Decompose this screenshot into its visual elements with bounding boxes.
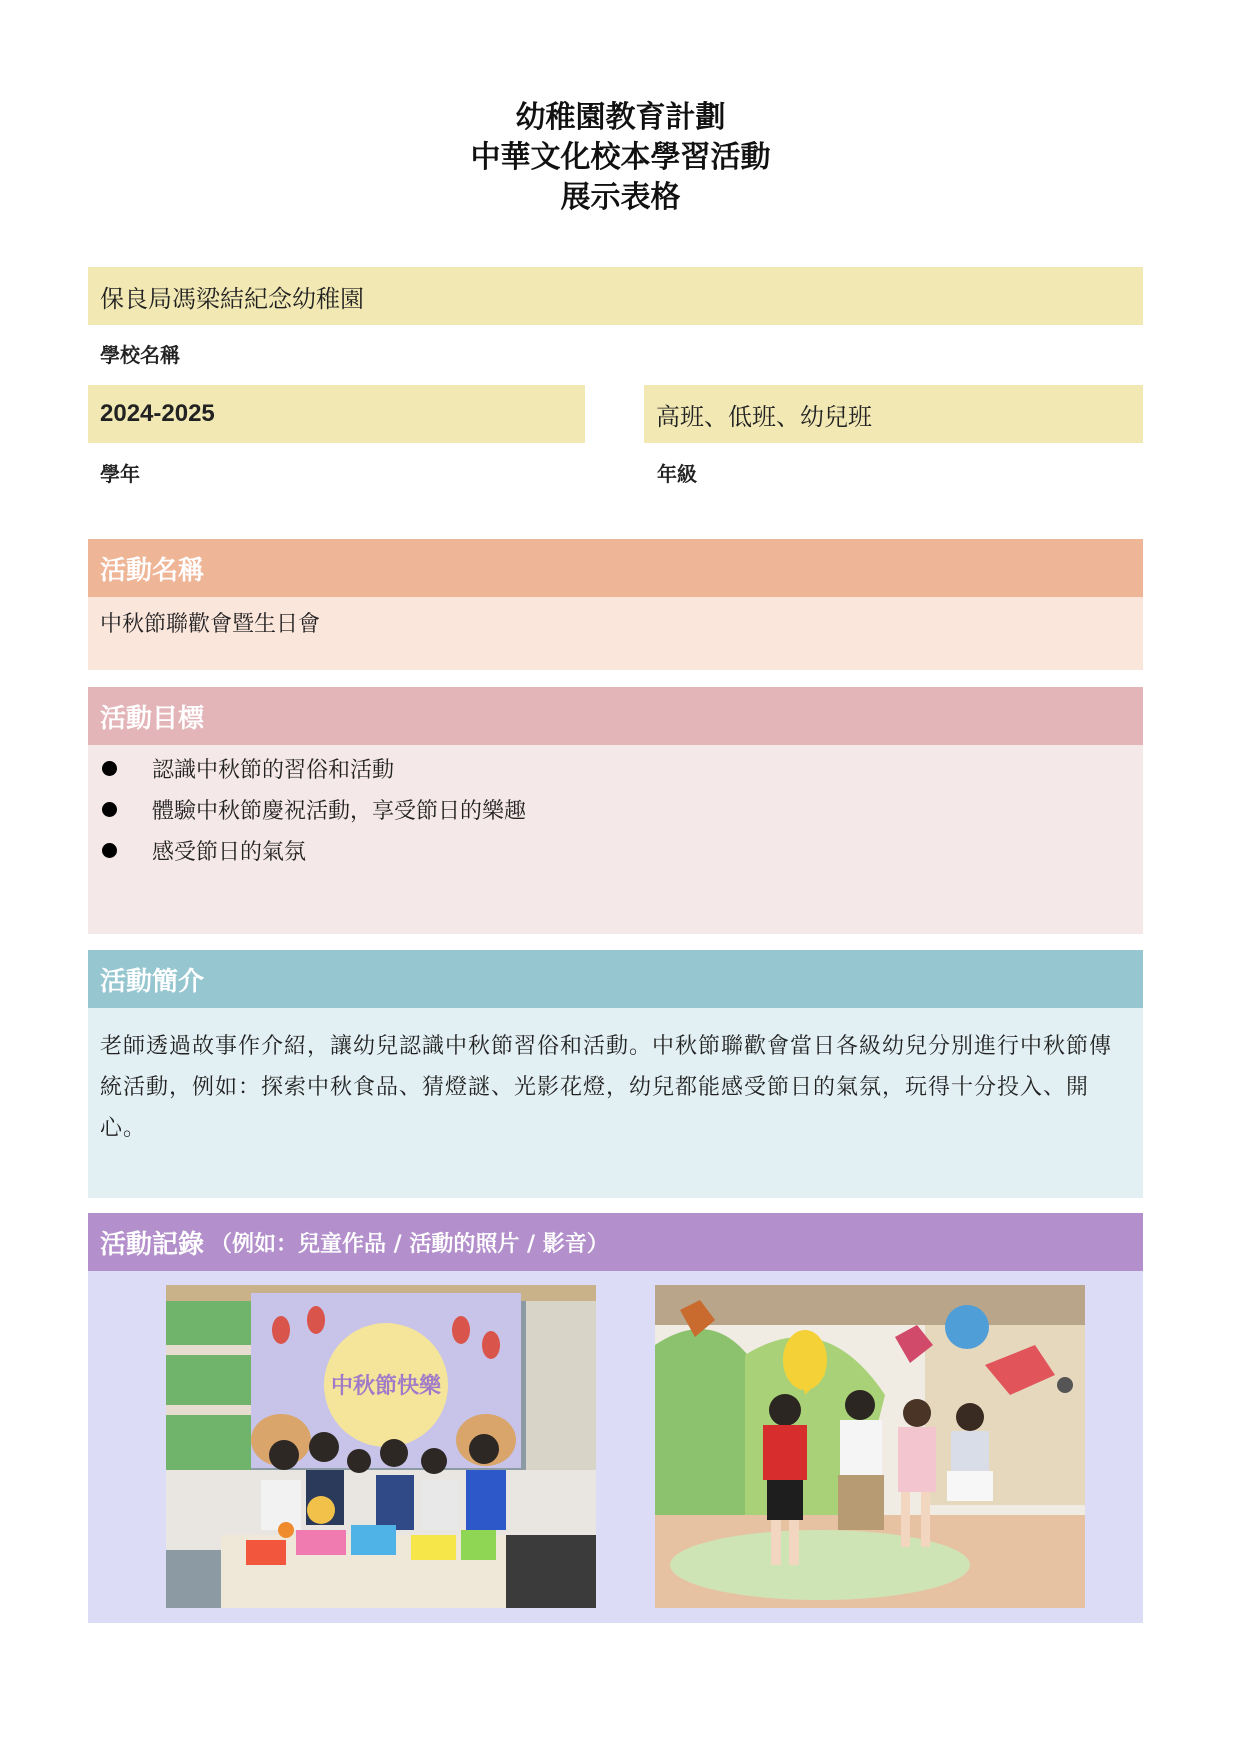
introduction-heading-text: 活動簡介 (100, 966, 205, 997)
grade-label: 年級 (657, 462, 697, 486)
document-title (0, 98, 1241, 218)
title-line-3: 展示表格 (560, 180, 681, 215)
objectives-heading-text: 活動目標 (100, 703, 205, 734)
records-note: （例如：兒童作品 / 活動的照片 / 影音） (210, 1231, 609, 1257)
grade-value: 高班、低班、幼兒班 (656, 402, 872, 431)
bullet-icon (102, 843, 117, 858)
title-line-2: 中華文化校本學習活動 (470, 140, 771, 175)
objective-text: 體驗中秋節慶祝活動，享受節日的樂趣 (152, 799, 527, 824)
activity-name-body (88, 597, 1143, 670)
party-photo-image (166, 1285, 596, 1608)
school-year-field (88, 385, 585, 443)
school-name-field (88, 267, 1143, 325)
title-line-1: 幼稚園教育計劃 (515, 100, 726, 135)
bullet-icon (102, 761, 117, 776)
records-heading-text: 活動記錄 (100, 1229, 205, 1260)
introduction-body (88, 1008, 1143, 1198)
bullet-icon (102, 802, 117, 817)
objective-item (88, 789, 1143, 830)
activity-name-value: 中秋節聯歡會暨生日會 (100, 612, 321, 637)
objective-text: 感受節日的氣氛 (152, 840, 307, 865)
grade-field (644, 385, 1143, 443)
objectives-body (88, 745, 1143, 934)
activity-name-heading-text: 活動名稱 (100, 555, 205, 586)
school-year-label: 學年 (100, 462, 140, 486)
objectives-heading (88, 687, 1143, 745)
school-name-value: 保良局馮梁結紀念幼稚園 (100, 284, 364, 313)
introduction-text: 老師透過故事作介紹，讓幼兒認識中秋節習俗和活動。中秋節聯歡會當日各級幼兒分別進行中秋節傳統活動，例如：探索中秋食品、猜燈謎、光影花燈，幼兒都能感受節日的氣氛，玩得十分投入、開心。 (100, 1034, 1113, 1141)
objective-item (88, 830, 1143, 871)
school-year-value: 2024-2025 (100, 400, 215, 427)
introduction-heading (88, 950, 1143, 1008)
school-name-label: 學校名稱 (100, 343, 180, 367)
objective-text: 認識中秋節的習俗和活動 (152, 758, 395, 783)
lantern-photo-image (655, 1285, 1085, 1608)
objective-item (88, 748, 1143, 789)
records-heading (88, 1213, 1143, 1271)
party-photo (166, 1285, 596, 1608)
screen-greeting-text: 中秋節快樂 (330, 1374, 442, 1399)
lantern-photo (655, 1285, 1085, 1608)
activity-name-heading (88, 539, 1143, 597)
